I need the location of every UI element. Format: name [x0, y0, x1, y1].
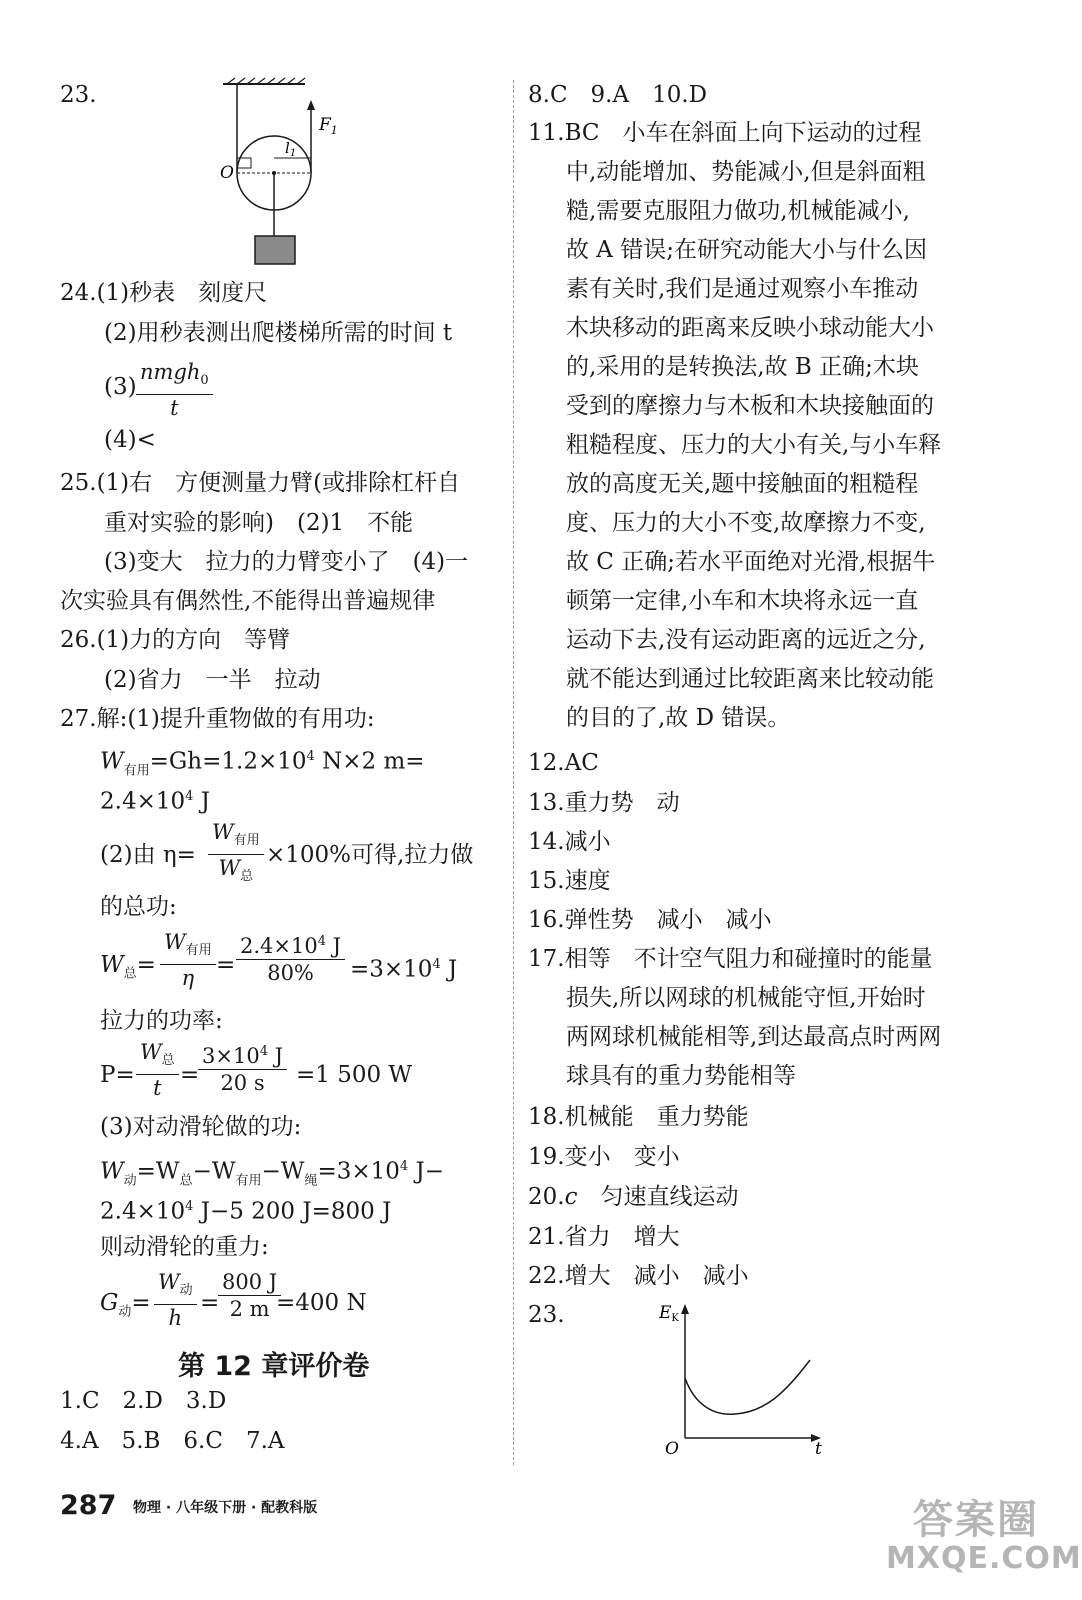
q11-line: 粗糙程度、压力的大小有关,与小车释 [566, 432, 942, 458]
q19: 19.变小 变小 [528, 1144, 680, 1170]
q27-eq3-eq2: = [216, 952, 236, 978]
q12: 12.AC [528, 750, 599, 776]
q27-eq3-rhs: $=3\times 10^4$ J [350, 956, 458, 983]
answers-8-10: 8.C 9.A 10.D [528, 82, 708, 108]
q25-line4: 次实验具有偶然性,不能得出普遍规律 [60, 588, 436, 614]
q11-line: 的,采用的是转换法,故 B 正确;木块 [566, 354, 919, 380]
q27-eq5-line2: $2.4\times 10^4$ J−5 200 J=800 J [100, 1198, 392, 1225]
q25-line1: 25.(1)右 方便测量力臂(或排除杠杆自 [60, 470, 461, 496]
q24-line3-prefix: (3) [104, 374, 137, 400]
book-info: 物理 · 八年级下册 · 配教科版 [133, 1500, 318, 1516]
q22: 22.增大 减小 减小 [528, 1263, 749, 1289]
q11-line: 素有关时,我们是通过观察小车推动 [566, 276, 919, 302]
q24-fraction: nmgh$_0$ t [136, 360, 213, 420]
q14: 14.减小 [528, 829, 611, 855]
q23-right-label: 23. [528, 1302, 565, 1328]
graph-origin: O [665, 1439, 679, 1459]
q11-line: 度、压力的大小不变,故摩擦力不变, [566, 510, 926, 536]
q26-line1: 26.(1)力的方向 等臂 [60, 627, 291, 653]
q27-eq4-eq: = [180, 1062, 200, 1088]
q27-eq6-fraction2: $\frac{800 J}{2 m}$ [218, 1270, 281, 1321]
q27-eq4-fraction2: $\frac{3\times 10^4 J}{20 s}$ [198, 1040, 287, 1095]
pulley-diagram [215, 78, 338, 273]
q11-line: 放的高度无关,题中接触面的粗糙程 [566, 471, 919, 497]
q27-line1: 27.解:(1)提升重物做的有用功: [60, 706, 375, 732]
q25-line2: 重对实验的影响) (2)1 不能 [104, 510, 414, 536]
q11-line: 顿第一定律,小车和木块将永远一直 [566, 588, 919, 614]
watermark-logo: 答案圈 [913, 1497, 1039, 1543]
q27-eq4-lhs: P= [100, 1062, 135, 1088]
q11-line: 运动下去,没有运动距离的远近之分, [566, 627, 926, 653]
q27-eq3-lhs: $W_总=$ [100, 952, 156, 982]
graph-y-label: EK [659, 1303, 679, 1324]
q27-eq5-line1: $W_动=W_总-W_{有用}-W_绳=3\times 10^4$ J− [100, 1158, 445, 1189]
q13: 13.重力势 动 [528, 790, 680, 816]
force-label: $F_1$ [319, 115, 338, 137]
watermark [886, 1488, 1082, 1576]
q11-line: 就不能达到通过比较距离来比较动能 [566, 666, 934, 692]
arm-label: $l_1$ [285, 139, 297, 159]
q27-eq4-fraction1: $W_总$ t [136, 1040, 179, 1100]
q24-line2: (2)用秒表测出爬楼梯所需的时间 t [104, 320, 453, 346]
energy-curve [685, 1360, 810, 1414]
q27-eq4-rhs: =1 500 W [296, 1062, 413, 1088]
kinetic-energy-graph [655, 1298, 835, 1458]
chapter-heading: 第 12 章评价卷 [178, 1351, 370, 1382]
q27-total-work: 的总功: [100, 894, 177, 920]
q27-gravity-label: 则动滑轮的重力: [100, 1234, 269, 1260]
q27-eq1-line1: $W_{有用}=Gh=1.2\times 10^4$ N×2 m= [100, 748, 425, 779]
q17-line: 损失,所以网球的机械能守恒,开始时 [566, 985, 926, 1011]
q11-line: 糙,需要克服阻力做功,机械能减小, [566, 198, 910, 224]
q27-eq2-prefix: (2)由 η= [100, 842, 196, 868]
q17-line: 17.相等 不计空气阻力和碰撞时的能量 [528, 946, 933, 972]
q18: 18.机械能 重力势能 [528, 1104, 749, 1130]
q27-eq6-fraction1: $W_动$ h [154, 1270, 197, 1330]
q15: 15.速度 [528, 868, 611, 894]
q17-line: 两网球机械能相等,到达最高点时两网 [566, 1024, 942, 1050]
q27-power-label: 拉力的功率: [100, 1008, 223, 1034]
q17-line: 球具有的重力势能相等 [566, 1063, 796, 1089]
watermark-url: MXQE.COM [886, 1541, 1082, 1576]
q11-line: 故 A 错误;在研究动能大小与什么因 [566, 237, 927, 263]
q21: 21.省力 增大 [528, 1224, 680, 1250]
q24-line4: (4)< [104, 427, 156, 453]
q16: 16.弹性势 减小 减小 [528, 907, 772, 933]
q26-line2: (2)省力 一半 拉动 [104, 667, 321, 693]
q27-eq1-line2: $2.4\times 10^4$ J [100, 788, 210, 815]
q27-eq6-eq2: = [200, 1290, 220, 1316]
q27-eq2-suffix: ×100%可得,拉力做 [266, 842, 474, 868]
q25-line3: (3)变大 拉力的力臂变小了 (4)一 [104, 549, 469, 575]
q11-line: 木块移动的距离来反映小球动能大小 [566, 315, 934, 341]
graph-x-label: t [815, 1439, 822, 1459]
q11-line: 受到的摩擦力与木板和木块接触面的 [566, 393, 934, 419]
column-divider [513, 80, 514, 1465]
q27-eq3-fraction2: $\frac{2.4\times 10^4 J}{80\%}$ [236, 930, 345, 985]
q11-line: 11.BC 小车在斜面上向下运动的过程 [528, 120, 922, 146]
q11-line: 的目的了,故 D 错误。 [566, 705, 791, 731]
q23-label: 23. [60, 82, 97, 108]
answers-row2: 4.A 5.B 6.C 7.A [60, 1428, 285, 1454]
q20: 20.c 匀速直线运动 [528, 1184, 739, 1210]
q27-eq6-rhs: =400 N [276, 1290, 367, 1316]
page-number: 287 [60, 1490, 117, 1521]
q27-eq3-fraction1: $W_{有用}$ η [160, 930, 216, 990]
q11-line: 故 C 正确;若水平面绝对光滑,根据牛 [566, 549, 936, 575]
q11-line: 中,动能增加、势能减小,但是斜面粗 [566, 159, 926, 185]
q27-eq6-lhs: $G_动=$ [100, 1290, 151, 1320]
q27-eq2-fraction: $W_{有用}$ $W_总$ [208, 820, 264, 889]
q24-line1: 24.(1)秒表 刻度尺 [60, 280, 268, 306]
answers-row1: 1.C 2.D 3.D [60, 1388, 227, 1414]
q27-line3: (3)对动滑轮做的功: [100, 1114, 302, 1140]
pivot-label: O [220, 163, 234, 183]
